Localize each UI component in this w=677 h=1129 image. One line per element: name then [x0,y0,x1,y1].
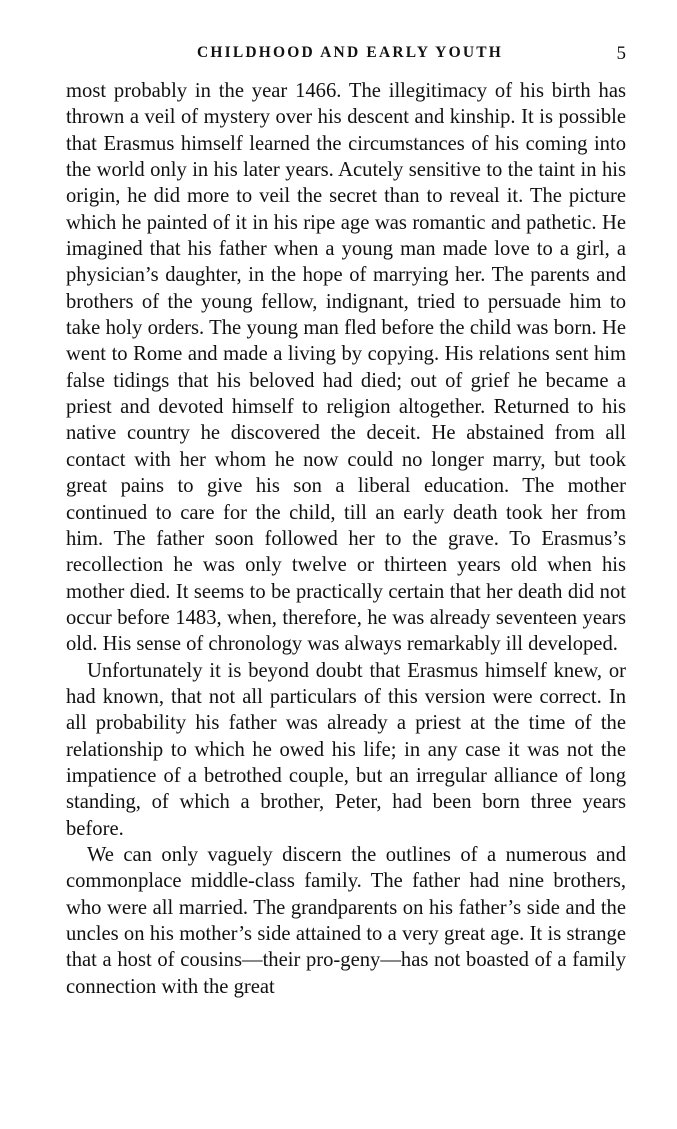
body-text [66,78,626,1000]
running-head [66,44,626,66]
paragraph-continued: most probably in the year 1466. The illegitimacy of his birth has thrown a veil of mystery over his descent and kinship. It is possible that Erasmus himself learned the circumstances of his coming into the world only in his later years. Acutely sensitive to the taint in his origin, he did more to veil the secret than to reveal it. The picture which he painted of it in his ripe age was romantic and pathetic. He imagined that his father when a young man made love to a girl, a physician’s daughter, in the hope of marrying her. The parents and brothers of the young fellow, indignant, tried to persuade him to take holy orders. The young man fled before the child was born. He went to Rome and made a living by copying. His relations sent him false tidings that his beloved had died; out of grief he became a priest and devoted himself to religion altogether. Returned to his native country he discovered the deceit. He abstained from all contact with her whom he now could no longer marry, but took great pains to give his son a liberal education. The mother continued to care for the child, till an early death took her from him. The father soon followed her to the grave. To Erasmus’s recollection he was only twelve or thirteen years old when his mother died. It seems to be practically certain that her death did not occur before 1483, when, therefore, he was already seventeen years old. His sense of chronology was always remarkably ill developed. [66,80,626,656]
page-number: 5 [616,43,626,64]
paragraph: Unfortunately it is beyond doubt that Erasmus himself knew, or had known, that not all particulars of this version were correct. In all probability his father was already a priest at the time of the relationship to which he owed his life; in any case it was not the impatience of a betrothed couple, but an irregular alliance of long standing, of which a brother, Peter, had been born three years before. [66,659,626,840]
paragraph: We can only vaguely discern the outlines of a numerous and commonplace middle-class family. The father had nine brothers, who were all married. The grandparents on his father’s side and the uncles on his mother’s side attained to a very great age. It is strange that a host of cousins—their pro-geny—has not boasted of a family connection with the great [66,843,626,998]
running-title: CHILDHOOD AND EARLY YOUTH [196,44,504,61]
